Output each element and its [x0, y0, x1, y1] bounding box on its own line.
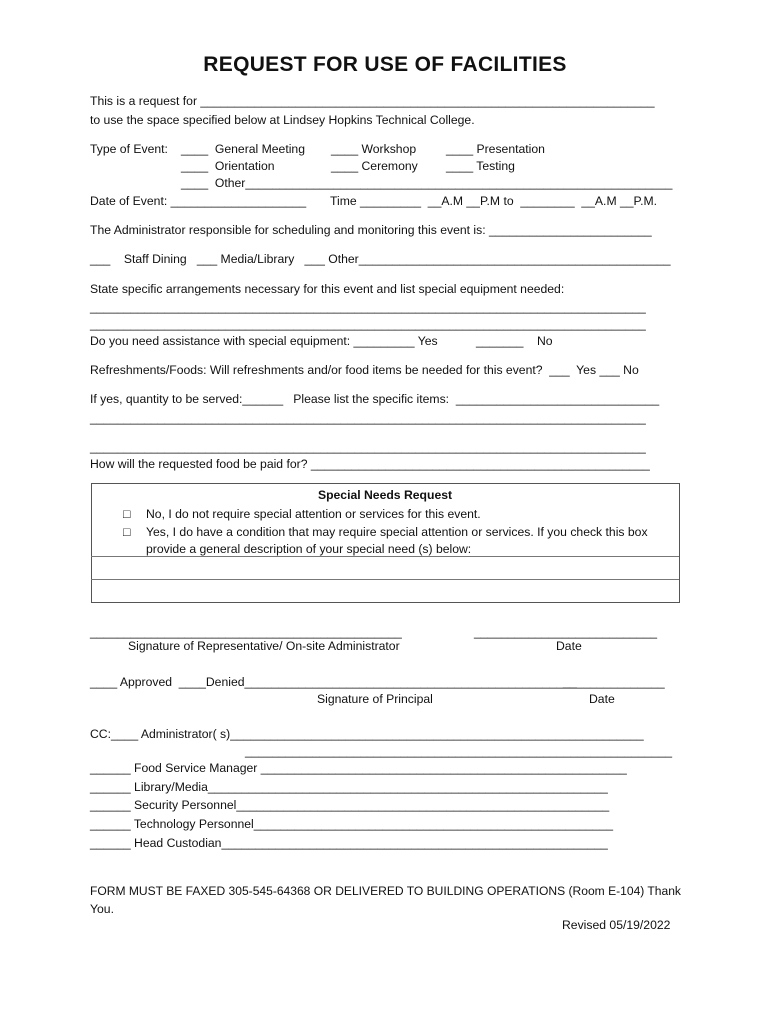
event-type-workshop[interactable]: ____ Workshop	[331, 142, 417, 156]
footer-instructions-cont: You.	[90, 902, 114, 916]
room-options[interactable]: ___ Staff Dining ___ Media/Library ___ Other______________________________________________	[90, 252, 671, 266]
equipment-no-label: No	[537, 334, 553, 348]
principal-date-line[interactable]: _______________	[563, 675, 665, 689]
cc-administrators-cont[interactable]: _______________________________________________________________	[245, 744, 673, 758]
representative-signature-label: Signature of Representative/ On-site Administrator	[128, 639, 400, 653]
special-needs-no-label: No, I do not require special attention or services for this event.	[146, 507, 481, 521]
principal-signature-label: Signature of Principal	[317, 692, 433, 706]
representative-date-label: Date	[556, 639, 582, 653]
administrator-field[interactable]: The Administrator responsible for scheduling and monitoring this event is: ________________________	[90, 223, 652, 237]
event-type-testing[interactable]: ____ Testing	[446, 159, 515, 173]
representative-date-line[interactable]: ___________________________	[474, 625, 658, 639]
cc-security-personnel[interactable]: ______ Security Personnel_______________________________________________________	[90, 798, 610, 812]
revision-date: Revised 05/19/2022	[562, 918, 671, 932]
cc-library-media[interactable]: ______ Library/Media___________________________________________________________	[90, 780, 608, 794]
event-type-general-meeting[interactable]: ____ General Meeting	[181, 142, 305, 156]
food-items-line-1[interactable]: __________________________________________________________________________________	[90, 411, 646, 425]
food-payment-field[interactable]: How will the requested food be paid for? __________________________________________________	[90, 457, 650, 471]
event-type-orientation[interactable]: ____ Orientation	[181, 159, 275, 173]
cc-technology-personnel[interactable]: ______ Technology Personnel_____________________________________________________	[90, 817, 613, 831]
arrangements-line-1[interactable]: __________________________________________________________________________________	[90, 300, 646, 314]
arrangements-line-2[interactable]: __________________________________________________________________________________	[90, 317, 646, 331]
event-type-presentation[interactable]: ____ Presentation	[446, 142, 545, 156]
principal-date-label: Date	[589, 692, 615, 706]
special-needs-yes-label: Yes, I do have a condition that may require special attention or services. If you check this box	[146, 525, 648, 539]
intro-location-line: to use the space specified below at Lindsey Hopkins Technical College.	[90, 113, 475, 127]
special-needs-heading: Special Needs Request	[317, 488, 453, 502]
special-needs-yes-label-cont: provide a general description of your special need (s) below:	[146, 542, 472, 556]
event-date-field[interactable]: Date of Event: ____________________	[90, 194, 307, 208]
special-needs-yes-checkbox[interactable]: □	[123, 525, 131, 539]
special-needs-description-row-2[interactable]	[92, 580, 677, 600]
equipment-no-blank[interactable]: _______	[476, 334, 524, 348]
food-items-line-2[interactable]: __________________________________________________________________________________	[90, 440, 646, 454]
special-needs-description-row-1[interactable]	[92, 557, 677, 578]
cc-administrators[interactable]: CC:____ Administrator( s)_____________________________________________________________	[90, 727, 644, 741]
refreshments-question[interactable]: Refreshments/Foods: Will refreshments and/or food items be needed for this event? ___ Yes ___ No	[90, 363, 639, 377]
intro-request-line: This is a request for ___________________________________________________________________	[90, 94, 655, 108]
event-type-other[interactable]: ____ Other_______________________________________________________________	[181, 176, 673, 190]
food-quantity-field[interactable]: If yes, quantity to be served:______ Please list the specific items: ______________________________	[90, 392, 660, 406]
special-needs-no-checkbox[interactable]: □	[123, 507, 131, 521]
cc-head-custodian[interactable]: ______ Head Custodian_________________________________________________________	[90, 836, 608, 850]
equipment-question[interactable]: Do you need assistance with special equipment: _________ Yes	[90, 334, 438, 348]
approval-line[interactable]: ____ Approved ____Denied_________________________________________________	[90, 675, 577, 689]
footer-instructions: FORM MUST BE FAXED 305-545-64368 OR DELIVERED TO BUILDING OPERATIONS (Room E-104) Thank	[90, 884, 681, 898]
arrangements-label: State specific arrangements necessary for this event and list special equipment needed:	[90, 282, 565, 296]
event-time-field[interactable]: Time _________ __A.M __P.M to ________ __A.M __P.M.	[330, 194, 658, 208]
event-type-ceremony[interactable]: ____ Ceremony	[331, 159, 418, 173]
page-title: REQUEST FOR USE OF FACILITIES	[203, 53, 567, 76]
event-type-label: Type of Event:	[90, 142, 168, 156]
representative-signature-line[interactable]: ______________________________________________	[90, 625, 402, 639]
cc-food-service-manager[interactable]: ______ Food Service Manager ______________________________________________________	[90, 761, 627, 775]
